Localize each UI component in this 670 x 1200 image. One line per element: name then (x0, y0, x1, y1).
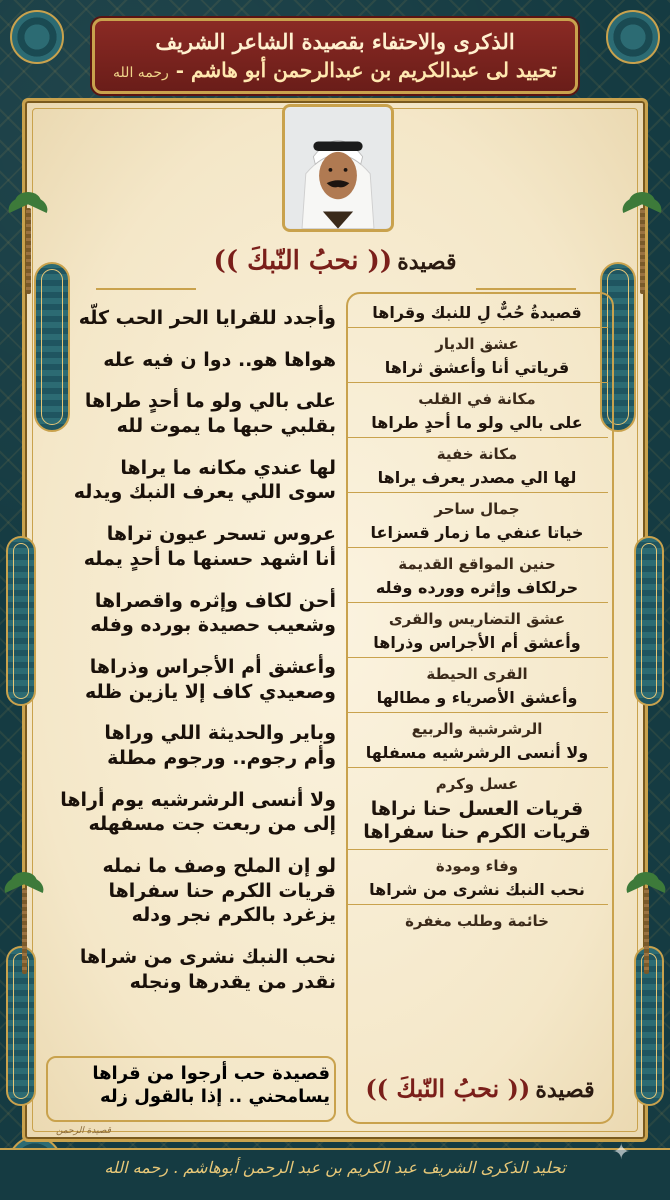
closing-verse-line: قصيدة حب أرجوا من قراها (92, 1063, 330, 1084)
stanza (346, 555, 608, 603)
portrait-illustration (285, 107, 391, 229)
stanza-heading: حنين المواقع القديمة (398, 555, 556, 573)
verse-line: يزغرد بالكرم نجر ودله (131, 904, 336, 927)
stanza (346, 500, 608, 548)
closing-title-name: (( نحبُ النّبكَ )) (365, 1074, 531, 1103)
stanza-heading: عشق الديار (435, 335, 519, 353)
verse-line: سوى اللي يعرف النبك ويدله (73, 481, 336, 504)
palm-tree-icon (2, 866, 46, 976)
stanza-verse: وأعشق أم الأجراس وذراها (346, 630, 608, 658)
verse-line: لها عندي مكانه ما يراها (120, 456, 336, 479)
verse-line: وصعيدي كاف إلا يازين ظله (84, 680, 336, 703)
stanza-heading: جمال ساحر (434, 500, 520, 518)
verse-line: وشعيب حصيدة بورده وفله (90, 614, 336, 637)
verse-block (54, 589, 336, 638)
verse-line: ولا أنسى الرشرشيه يوم أراها (60, 788, 336, 811)
stanza (346, 335, 608, 383)
stanza-heading: عسل وكرم (435, 775, 519, 793)
verse-line: وباير والحديثة اللي وراها (104, 722, 336, 745)
verse-line: وأجدد للقرايا الحر الحب كلّه (78, 307, 336, 329)
stanza-heading: مكانة خفية (436, 445, 518, 463)
calligraphy-stamp: قصيدة الرحمن (56, 1126, 111, 1136)
verse-block (54, 655, 336, 704)
intro-stanza (346, 300, 608, 328)
footer-dedication: تحليد الذكرى الشريف عبد الكريم بن عبد الرحمن أبوهاشم . رحمه الله (104, 1158, 566, 1177)
verse-line: وأم رجوم.. ورجوم مطلة (107, 746, 336, 769)
poem-title (200, 246, 470, 276)
verse-block (54, 945, 336, 994)
closing-title-label: قصيدة (535, 1077, 595, 1103)
verse-block (54, 854, 336, 928)
side-ornament-left-mid (6, 536, 36, 706)
stanza (346, 665, 608, 713)
verse-line: نقدر من يقدرها ونجله (129, 970, 336, 993)
verse-line: بقلبي حبها ما يموت لله (116, 415, 336, 438)
header-subtitle (95, 58, 575, 82)
closing-verse (54, 1062, 330, 1109)
stanza-headings-column (346, 300, 608, 937)
verse-line: لو إن الملح وصف ما نمله (102, 855, 336, 877)
verse-block (54, 788, 336, 837)
poem-verses-column (54, 306, 336, 1011)
palm-tree-icon (620, 186, 664, 296)
title-divider-right (476, 288, 576, 290)
stanza (346, 912, 608, 930)
verse-block (54, 306, 336, 331)
poem-title-name: (( نحبُ النّبكَ )) (213, 246, 393, 276)
side-ornament-right-mid (634, 536, 664, 706)
palm-tree-icon (6, 186, 50, 296)
header-subtitle-text: تحييد لى عبدالكريم بن عبدالرحمن أبو هاشم - (175, 58, 557, 82)
stanza-verse: قرياتي أنا وأعشق ثراها (346, 355, 608, 383)
verse-block (54, 456, 336, 505)
verse-line: وأعشق أم الأجراس وذراها (89, 655, 336, 678)
stanza-verse: خياتا عنفي ما زمار قسزاعا (346, 520, 608, 548)
stanza-verse-line: قريات الكرم حنا سفراها (363, 820, 591, 843)
stanza-heading: القرى الحيطة (426, 665, 528, 683)
verse-block (54, 348, 336, 373)
stanza-heading: مكانة في القلب (418, 390, 536, 408)
stanza (346, 775, 608, 850)
stanza (346, 445, 608, 493)
stanza-verse-line: قريات العسل حنا نراها (370, 798, 584, 820)
stanza-heading: الرشرشية والربيع (411, 720, 543, 738)
corner-ornament-top-left (10, 10, 64, 64)
stanza (346, 610, 608, 658)
verse-line: نحب النبك نشرى من شراها (79, 946, 336, 969)
verse-block (54, 389, 336, 438)
stanza-verse: على بالي ولو ما أحدٍ طراها (346, 410, 608, 438)
closing-poem-title (354, 1074, 606, 1103)
palm-tree-icon (624, 866, 668, 976)
stanza (346, 720, 608, 768)
header-title: الذكرى والاحتفاء بقصيدة الشاعر الشريف (155, 29, 515, 54)
stanza-heading: وفاء ومودة (435, 856, 519, 875)
stanza-verse: ولا أنسى الرشرشيه مسفلها (346, 740, 608, 768)
poet-portrait (282, 104, 394, 232)
stanza-heading: عشق التضاريس والقرى (388, 610, 566, 628)
stanza-verse: نحب النبك نشرى من شراها (346, 877, 608, 905)
sparkle-icon: ✦ (612, 1140, 631, 1165)
intro-verse: قصيدةُ حُبٌّ لِ للنبك وقراها (346, 300, 608, 328)
stanza-verse: حرلكاف وإثره وورده وفله (346, 575, 608, 603)
verse-line: هواها هو.. دوا ن فيه عله (103, 348, 336, 371)
stanza (346, 390, 608, 438)
verse-block (54, 721, 336, 770)
stanza-verse: وأعشق الأصرياء و مطالها (346, 685, 608, 713)
verse-line: أنا اشهد حسنها ما أحدٍ يمله (83, 547, 336, 570)
verse-line: على بالي ولو ما أحدٍ طراها (84, 390, 336, 413)
poem-title-label: قصيدة (397, 249, 457, 275)
stanza (346, 857, 608, 905)
stanza-verse (346, 795, 608, 850)
verse-block (54, 522, 336, 571)
verse-line: عروس تسحر عيون تراها (106, 523, 336, 546)
stanza-heading: خائمة وطلب مغفرة (405, 911, 549, 930)
closing-verse-line: يسامحني .. إذا بالقول زله (99, 1086, 330, 1108)
verse-line: إلى من ربعت جت مسفهله (88, 813, 336, 836)
stanza-verse: لها الي مصدر يعرف يراها (346, 465, 608, 493)
title-divider-left (96, 288, 196, 290)
header-banner (92, 18, 578, 94)
verse-line: قريات الكرم حنا سفراها (108, 879, 336, 902)
verse-line: أحن لكاف وإثره واقصراها (94, 589, 336, 612)
header-honorific: رحمه الله (113, 65, 169, 81)
corner-ornament-top-right (606, 10, 660, 64)
